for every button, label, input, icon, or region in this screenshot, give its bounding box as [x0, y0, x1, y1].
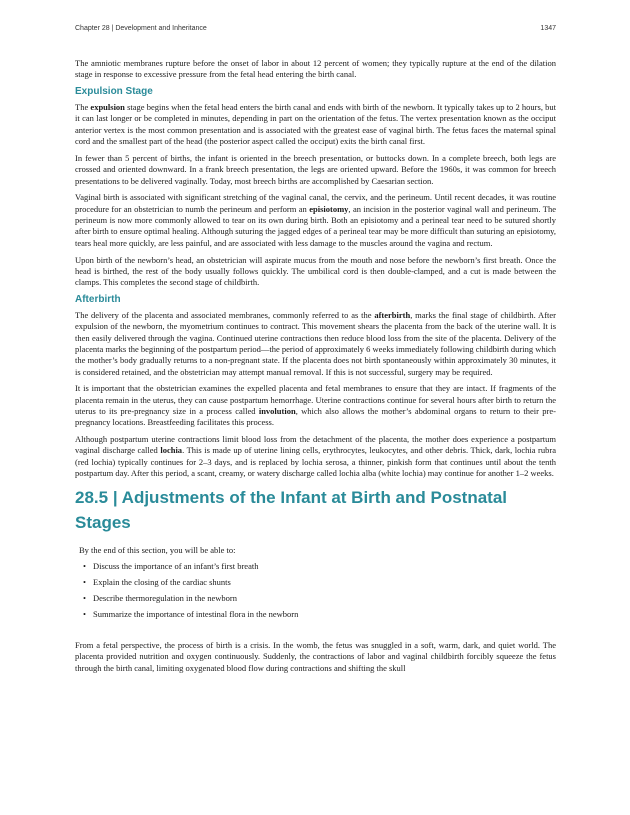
afterbirth-heading: Afterbirth [75, 294, 121, 306]
expulsion-paragraph-1: The expulsion stage begins when the fetal head enters the birth canal and ends with birth of the newborn. It typically takes up to 2 hours, but it can last longer or be completed in minutes, depending in part on the orientation of the fetus. The vertex presentation known as the occiput anterior vertex is the most common presentation and is associated with the greatest ease of vaginal birth. The fetus faces the maternal spinal cord and the smallest part of the head (the posterior aspect called the occiput) exits the birth canal first. [75, 102, 557, 147]
running-header [75, 25, 556, 32]
objective-item: • Summarize the importance of intestinal flora in the newborn [93, 609, 556, 620]
afterbirth-paragraph-3: Although postpartum uterine contractions limit blood loss from the detachment of the placenta, the mother does experience a postpartum vaginal discharge called lochia. This is made up of uterine lining cells, erythrocytes, leukocytes, and other debris. Thick, dark, lochia rubra (red lochia) typically continues for 2–3 days, and is replaced by lochia serosa, a thinner, pinkish form that continues until about the tenth postpartum day. After this period, a scant, creamy, or watery discharge called lochia alba (white lochia) may continue for another 1–2 weeks. [75, 434, 556, 479]
key-term-afterbirth: afterbirth [374, 310, 411, 321]
key-term-lochia: lochia [160, 445, 183, 456]
expulsion-paragraph-2: In fewer than 5 percent of births, the infant is oriented in the breech presentation, or buttocks down. In a complete breech, both legs are crossed and oriented downward. In a frank breech presentation, the legs are oriented upward. Before the 1960s, it was common for breech presentations to be delivered vaginally. Today, most breech births are accomplished by Caesarian section. [75, 152, 556, 186]
objective-item: • Describe thermoregulation in the newborn [93, 593, 556, 604]
page-body [75, 58, 556, 679]
objective-item: • Explain the closing of the cardiac shunts [93, 577, 556, 588]
key-term-episiotomy: episiotomy [309, 203, 349, 214]
objective-item: • Discuss the importance of an infant’s first breath [93, 561, 556, 572]
expulsion-stage-heading: Expulsion Stage [75, 86, 153, 98]
objectives-intro: By the end of this section, you will be able to: [79, 544, 236, 555]
afterbirth-paragraph-2: It is important that the obstetrician examines the expelled placenta and fetal membranes to ensure that they are intact. If fragments of the placenta remain in the uterus, they can cause postpartum hemorrhage. Uterine contractions continue for several hours after birth to return the uterus to its pre-pregnancy size in a process called involution, which also allows the mother’s abdominal organs to return to their pre-pregnancy locations. Breastfeeding facilitates this process. [75, 383, 556, 428]
expulsion-paragraph-4: Upon birth of the newborn’s head, an obstetrician will aspirate mucus from the mouth and nose before the newborn’s first breath. Once the head is birthed, the rest of the body usually follows quickly. The umbilical cord is then double-clamped, and a cut is made between the clamps. This completes the second stage of childbirth. [75, 254, 556, 288]
afterbirth-paragraph-1: The delivery of the placenta and associated membranes, commonly referred to as the afterbirth, marks the final stage of childbirth. After expulsion of the newborn, the myometrium continues to contract. This movement shears the placenta from the back of the uterine wall. It is then easily delivered through the vagina. Continued uterine contractions then reduce blood loss from the site of the placenta. Delivery of the placenta marks the beginning of the postpartum period—the period of approximately 6 weeks immediately following childbirth during which the mother’s body gradually returns to a non-pregnant state. If the placenta does not birth spontaneously within approximately 30 minutes, it is considered retained, and the obstetrician may attempt manual removal. If this is not successful, surgery may be required. [75, 310, 556, 377]
section-title: Adjustments of the Infant at Birth and Postnatal Stages [75, 487, 508, 532]
page-number: 1347 [540, 25, 556, 32]
section-heading [75, 485, 556, 535]
section-number: 28.5 [75, 487, 109, 507]
learning-objectives [79, 545, 556, 620]
section-body-paragraph: From a fetal perspective, the process of birth is a crisis. In the womb, the fetus was snuggled in a soft, warm, dark, and quiet world. The placenta provided nutrition and oxygen continuously. Suddenly, the contractions of labor and vaginal childbirth forcibly squeeze the fetus through the birth canal, limiting oxygenated blood flow during contractions and shifting the skull [75, 639, 556, 673]
section-separator: | [108, 487, 122, 507]
objectives-list [79, 561, 556, 620]
intro-paragraph: The amniotic membranes rupture before the onset of labor in about 12 percent of women; they typically rupture at the end of the dilation stage in response to excessive pressure from the fetal head entering the birth canal. [75, 58, 556, 80]
key-term-expulsion: expulsion [90, 102, 125, 113]
chapter-title: Chapter 28 | Development and Inheritance [75, 25, 207, 32]
expulsion-paragraph-3: Vaginal birth is associated with significant stretching of the vaginal canal, the cervix, and the perineum. Until recent decades, it was routine procedure for an obstetrician to numb the perineum and perform an episiotomy, an incision in the posterior vaginal wall and perineum. The perineum is now more commonly allowed to tear on its own during birth. Both an episiotomy and a perineal tear need to be sutured shortly after birth to ensure optimal healing. Although suturing the jagged edges of a perineal tear may be more difficult than suturing an episiotomy, tears heal more quickly, are less painful, and are associated with less damage to the muscles around the vagina and rectum. [75, 192, 556, 248]
key-term-involution: involution [258, 405, 296, 416]
